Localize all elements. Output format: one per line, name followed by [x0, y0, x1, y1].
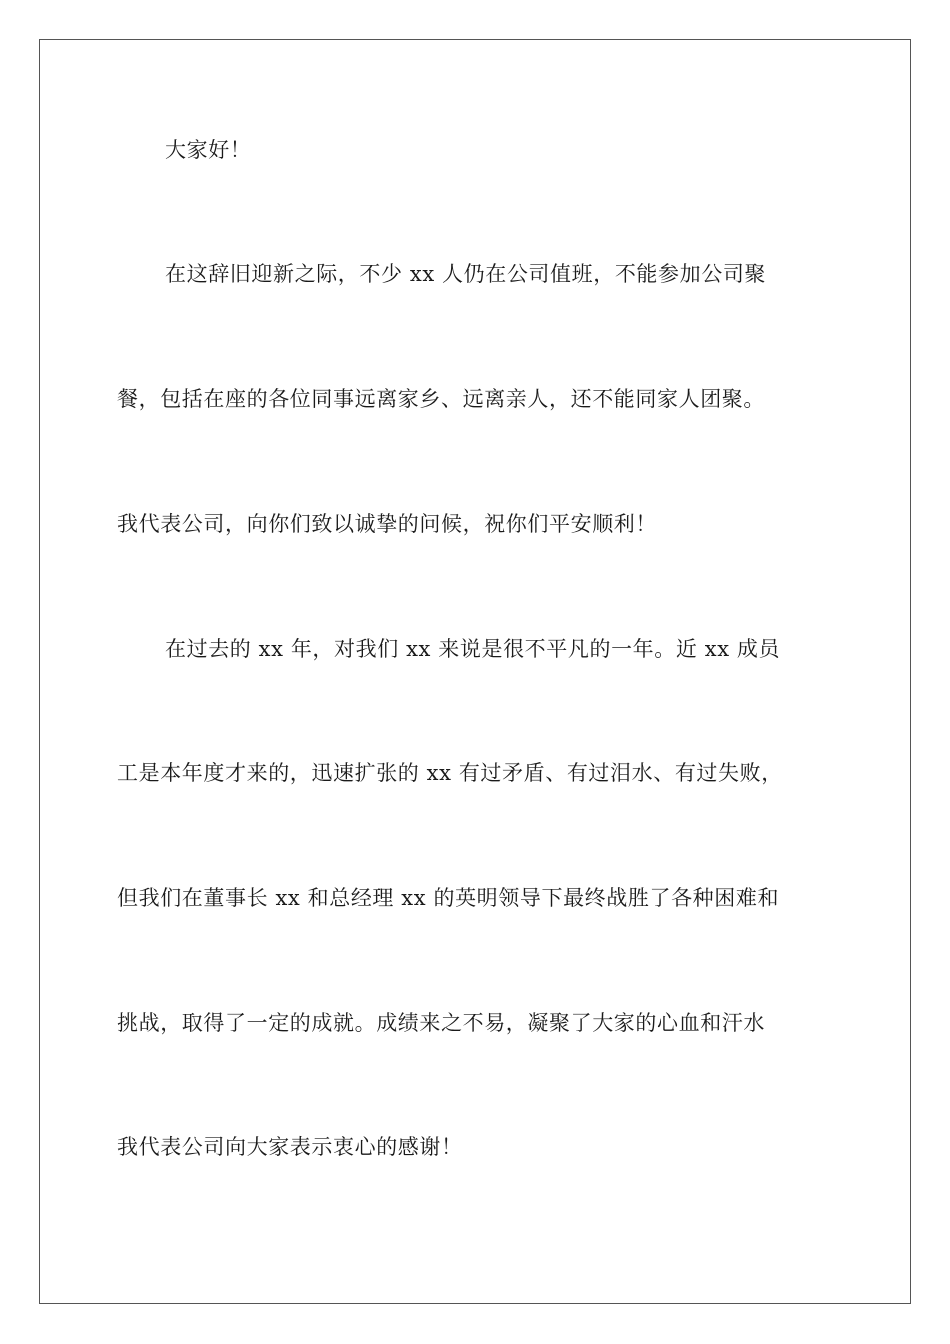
paragraph-1-line-2: 餐，包括在座的各位同事远离家乡、远离亲人，还不能同家人团聚。 [117, 387, 765, 411]
paragraph-2-line-2: 工是本年度才来的，迅速扩张的 xx 有过矛盾、有过泪水、有过失败， [117, 761, 783, 785]
paragraph-2-line-5: 我代表公司向大家表示衷心的感谢！ [117, 1135, 463, 1159]
paragraph-2-line-3: 但我们在董事长 xx 和总经理 xx 的英明领导下最终战胜了各种困难和 [117, 886, 780, 910]
greeting-line: 大家好！ [165, 138, 252, 162]
paragraph-1-line-1: 在这辞旧迎新之际，不少 xx 人仍在公司值班，不能参加公司聚 [165, 262, 767, 286]
paragraph-1-line-3: 我代表公司，向你们致以诚挚的问候，祝你们平安顺利！ [117, 512, 657, 536]
paragraph-2-line-4: 挑战，取得了一定的成就。成绩来之不易，凝聚了大家的心血和汗水 [117, 1011, 765, 1035]
page-border [39, 39, 911, 1304]
paragraph-2-line-1: 在过去的 xx 年，对我们 xx 来说是很不平凡的一年。近 xx 成员 [165, 637, 781, 661]
